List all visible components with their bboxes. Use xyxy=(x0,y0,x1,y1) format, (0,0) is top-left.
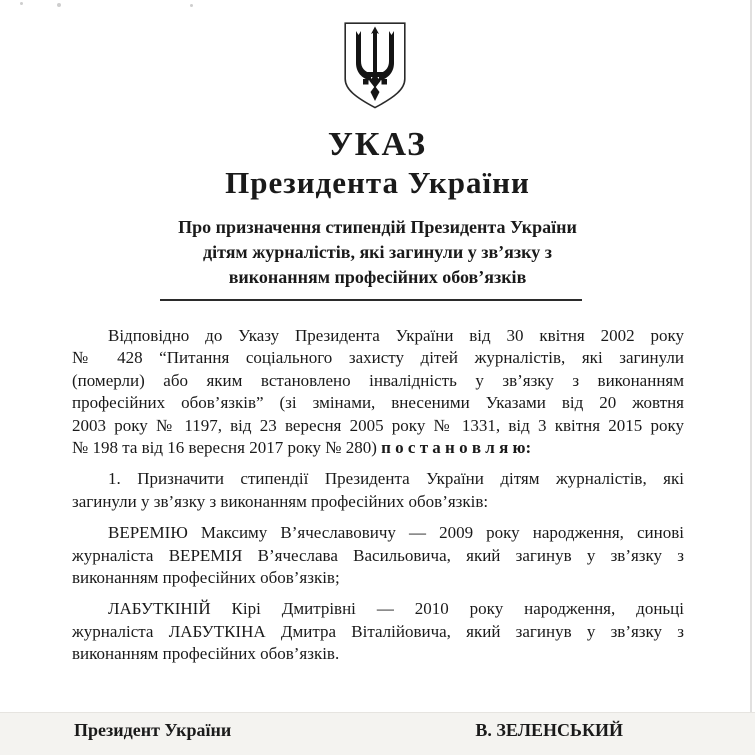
scan-speck xyxy=(57,3,61,7)
body-line: ЛАБУТКІНІЙ Кірі Дмитрівні — 2010 року народження, доньці xyxy=(108,599,684,619)
document-body xyxy=(72,325,684,675)
body-line: виконанням професійних обов’язків. xyxy=(72,644,340,664)
decree-verb-emphasis: п о с т а н о в л я ю: xyxy=(381,438,532,458)
body-paragraph xyxy=(72,598,684,665)
body-paragraph xyxy=(72,325,684,459)
subject-line-3: виконанням професійних обов’язків xyxy=(228,267,527,287)
decree-title: УКАЗ xyxy=(327,126,428,163)
signatory-name: В. ЗЕЛЕНСЬКИЙ xyxy=(475,720,623,740)
ukraine-trident-emblem-icon xyxy=(344,22,406,109)
body-line: журналіста ВЕРЕМІЯ В’ячеслава Васильовича, який загинув у зв’язку з xyxy=(72,545,684,565)
body-line: 1. Призначити стипендії Президента України дітям журналістів, які xyxy=(108,469,684,489)
decree-issuer-title: Президента України xyxy=(225,165,530,200)
subject-line-2: дітям журналістів, які загинули у зв’язку з xyxy=(202,242,552,262)
scan-edge-line xyxy=(750,0,752,755)
scan-speck xyxy=(190,4,193,7)
body-paragraph xyxy=(72,522,684,589)
header-divider-rule xyxy=(160,299,582,301)
scan-speck xyxy=(20,2,23,5)
body-line: 2003 року № 1197, від 23 вересня 2005 року № 1331, від 3 квітня 2015 року xyxy=(72,415,684,435)
signature-row xyxy=(0,718,755,742)
signatory-post: Президент України xyxy=(74,720,232,740)
subject-line-1: Про призначення стипендій Президента України xyxy=(178,217,577,237)
body-line: професійних обов’язків” (зі змінами, внесеними Указами від 20 жовтня xyxy=(72,393,684,413)
body-line: загинули у зв’язку з виконанням професійних обов’язків: xyxy=(72,491,489,511)
body-line: журналіста ЛАБУТКІНА Дмитра Віталійовича, який загинув у зв’язку з xyxy=(72,621,684,641)
body-paragraph xyxy=(72,468,684,513)
body-line: Відповідно до Указу Президента України від 30 квітня 2002 року xyxy=(108,326,684,345)
body-line: ВЕРЕМІЮ Максиму В’ячеславовичу — 2009 року народження, синові xyxy=(108,523,684,543)
body-line: № 428 “Питання соціального захисту дітей журналістів, які загинули xyxy=(72,348,684,368)
body-line: (померли) або яким встановлено інвалідність у зв’язку з виконанням xyxy=(72,370,684,390)
decree-subject xyxy=(0,215,755,290)
body-line: виконанням професійних обов’язків; xyxy=(72,568,340,588)
body-line: № 198 та від 16 вересня 2017 року № 280) п о с т а н о в л я ю: xyxy=(72,438,532,458)
